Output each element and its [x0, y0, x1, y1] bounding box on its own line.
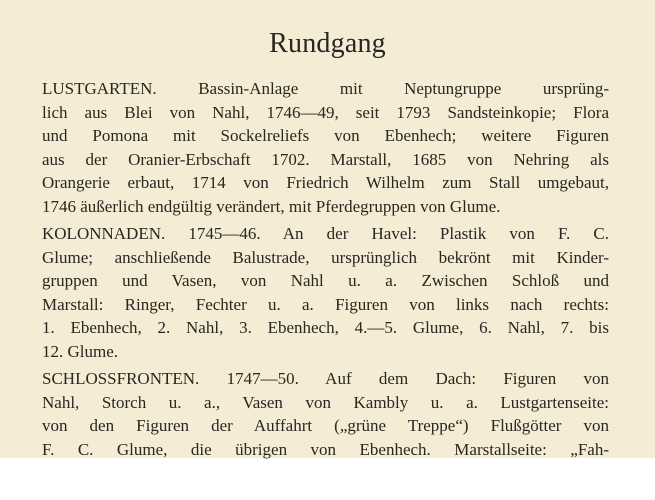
- text-line: 1746 äußerlich endgültig verändert, mit Pferdegruppen von Glume.: [42, 196, 501, 216]
- body-text: [42, 77, 609, 461]
- text-line: SCHLOSSFRONTEN. 1747—50. Auf dem Dach: Figuren von: [42, 369, 609, 388]
- text-line: Marstall: Ringer, Fechter u. a. Figuren von links nach rechts:: [42, 294, 609, 314]
- text-line: KOLONNADEN. 1745—46. An der Havel: Plastik von F. C.: [42, 224, 609, 243]
- text-line: von den Figuren der Auffahrt („grüne Treppe“) Flußgötter von: [42, 416, 609, 435]
- text-line: aus der Oranier-Erbschaft 1702. Marstall, 1685 von Nehring als: [42, 149, 609, 169]
- page-title: Rundgang: [269, 28, 386, 59]
- text-line: Glume; anschließende Balustrade, ursprünglich bekrönt mit Kinder-: [42, 247, 609, 267]
- text-line: F. C. Glume, die übrigen von Ebenhech. Marstallseite: „Fah-: [42, 439, 609, 459]
- text-line: LUSTGARTEN. Bassin-Anlage mit Neptungruppe ursprüng-: [42, 79, 609, 98]
- text-line: 1. Ebenhech, 2. Nahl, 3. Ebenhech, 4.—5. Glume, 6. Nahl, 7. bis: [42, 318, 609, 337]
- text-line: und Pomona mit Sockelreliefs von Ebenhech; weitere Figuren: [42, 126, 609, 145]
- text-line: 12. Glume.: [42, 341, 119, 361]
- text-line: Nahl, Storch u. a., Vasen von Kambly u. a. Lustgartenseite:: [42, 392, 609, 412]
- text-line: gruppen und Vasen, von Nahl u. a. Zwischen Schloß und: [42, 271, 609, 290]
- text-line: Orangerie erbaut, 1714 von Friedrich Wilhelm zum Stall umgebaut,: [42, 173, 609, 192]
- text-line: lich aus Blei von Nahl, 1746—49, seit 1793 Sandsteinkopie; Flora: [42, 102, 609, 122]
